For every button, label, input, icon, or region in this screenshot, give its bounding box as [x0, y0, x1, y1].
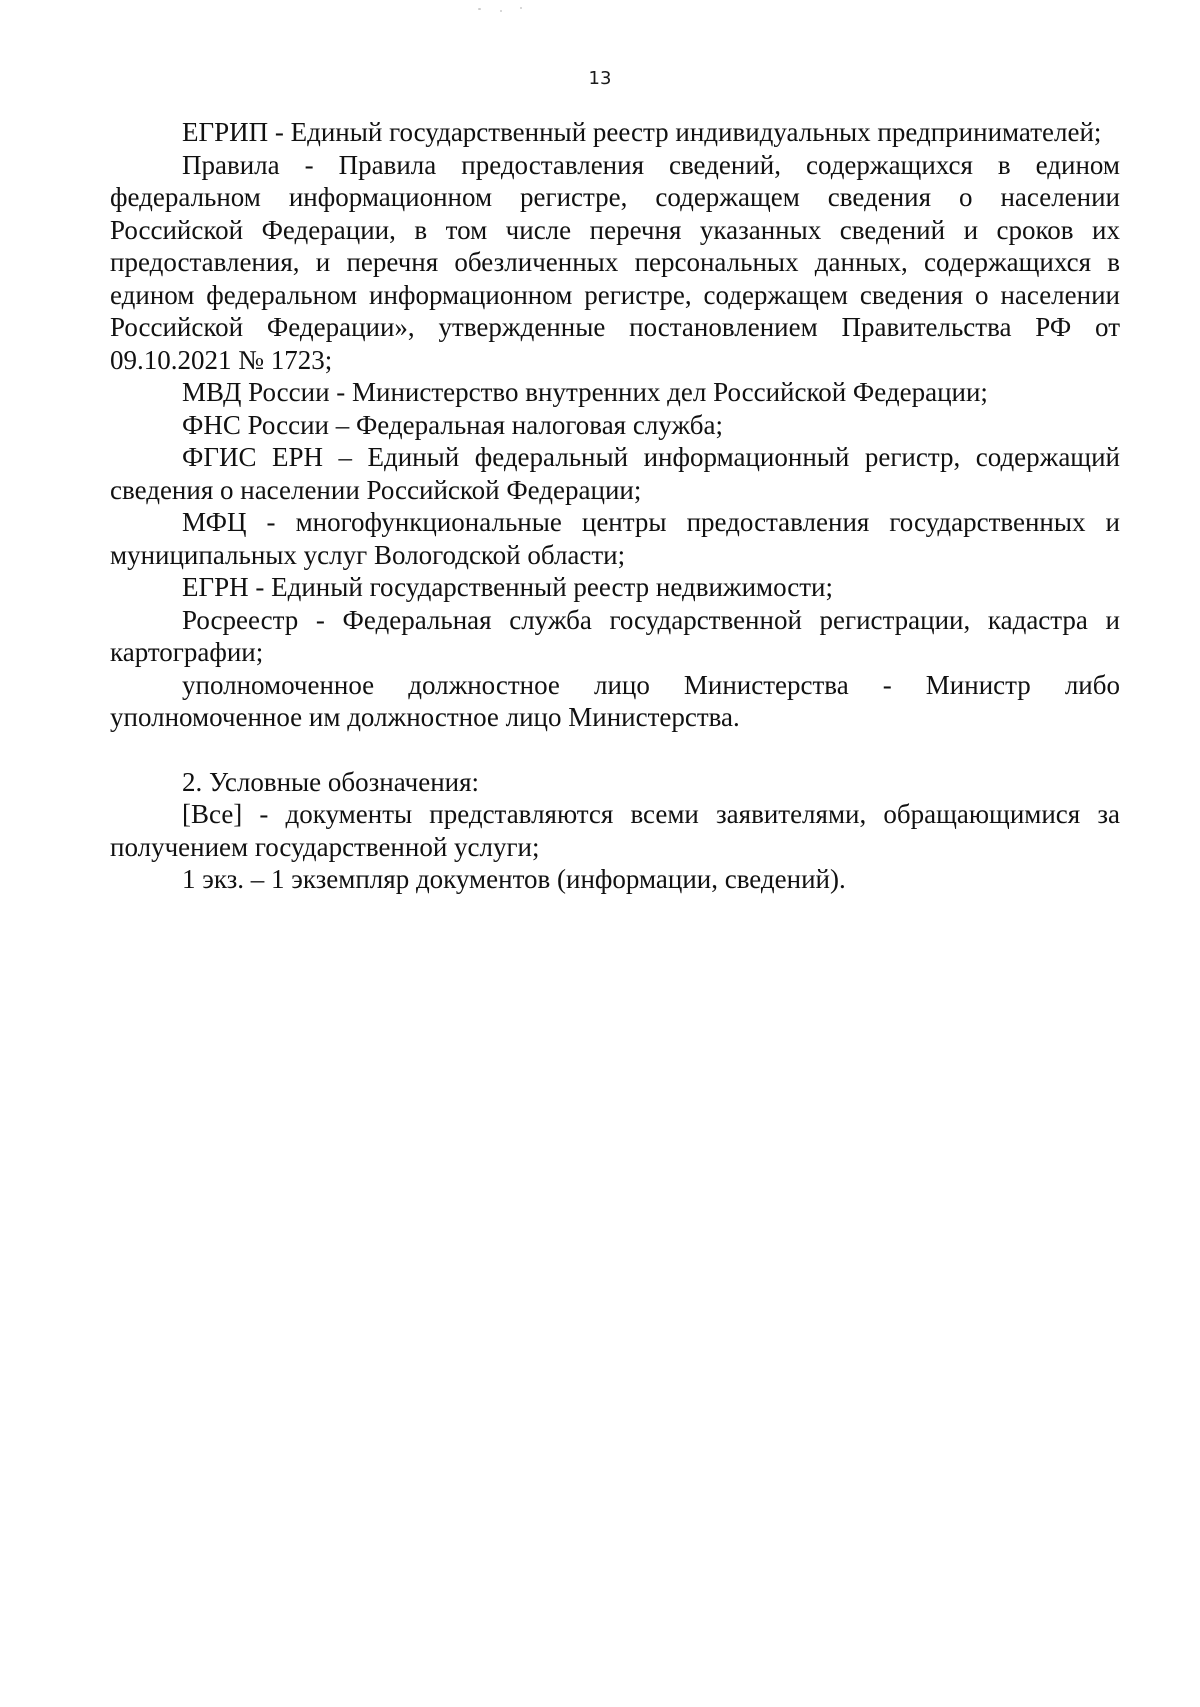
definition-fgis-ern: ФГИС ЕРН – Единый федеральный информационный регистр, содержащий сведения о населении Российской Федерации; — [110, 442, 1120, 505]
section-gap — [110, 734, 1120, 766]
scan-speck — [478, 8, 481, 10]
legend-item-copy: 1 экз. – 1 экземпляр документов (информации, сведений). — [182, 864, 846, 894]
definition-authorized-official: уполномоченное должностное лицо Министерства - Министр либо уполномоченное им должностное лицо Министерства. — [110, 669, 1120, 732]
definition-egrn: ЕГРН - Единый государственный реестр недвижимости; — [182, 572, 834, 602]
definition-mvd: МВД России - Министерство внутренних дел Российской Федерации; — [182, 377, 988, 407]
definition-egrip: ЕГРИП - Единый государственный реестр индивидуальных предпринимателей; — [182, 117, 1102, 147]
legend-item-all: [Все] - документы представляются всеми заявителями, обращающимися за получением государственной услуги; — [110, 799, 1120, 862]
scan-speck — [500, 10, 502, 12]
definition-pravila: Правила - Правила предоставления сведений, содержащихся в едином федеральном информационном регистре, содержащем сведения о населении Российской Федерации, в том числе перечня указанных сведений и сроков их предоставления, и перечня обезличенных персональных данных, содержащихся в едином федеральном информационном регистре, содержащем сведения о населении Российской Федерации», утвержденные постановлением Правительства РФ от 09.10.2021 № 1723; — [110, 149, 1120, 375]
scan-speck — [520, 7, 522, 9]
definition-rosreestr: Росреестр - Федеральная служба государственной регистрации, кадастра и картографии; — [110, 604, 1120, 667]
document-body — [110, 116, 1120, 896]
page-number: 13 — [588, 68, 612, 89]
definition-mfc: МФЦ - многофункциональные центры предоставления государственных и муниципальных услуг Вологодской области; — [110, 507, 1120, 570]
definition-fns: ФНС России – Федеральная налоговая служба; — [182, 409, 723, 440]
section-heading: 2. Условные обозначения: — [182, 766, 480, 797]
